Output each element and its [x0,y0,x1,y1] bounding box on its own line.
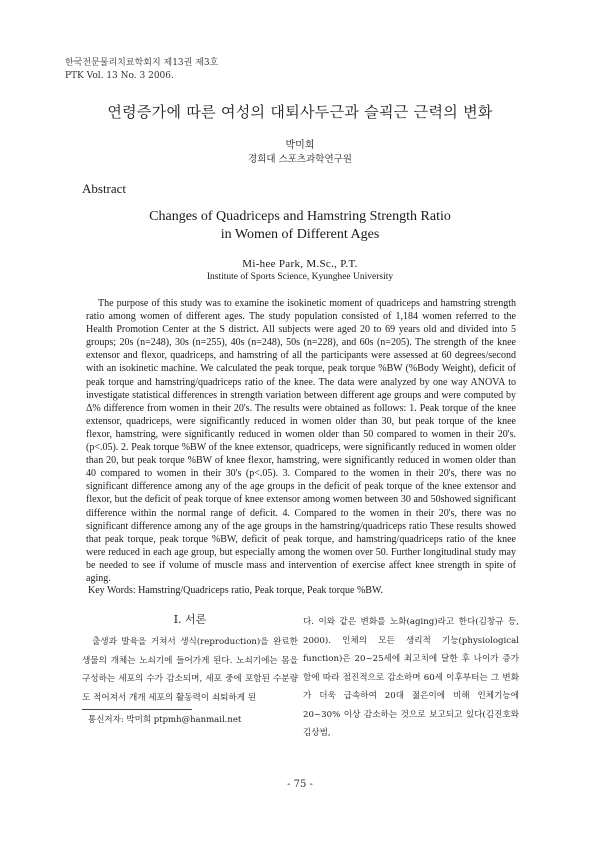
english-author: Mi-hee Park, M.Sc., P.T. [242,258,358,270]
abstract-body: The purpose of this study was to examine the isokinetic moment of quadriceps and hamstring strength ratio among women of different ages. The study population consisted of 1,184 women referred to the Health Promotion Center at the S district. All subjects were aged 20 to 69 years old and divided into 5 groups; 20s (n=248), 30s (n=255), 40s (n=248), 50s (n=228), and 60s (n=205). The strength of the knee extensor and flexor, quadriceps, and hamstring of all the participants were assessed at 60 degrees/second with an isokinetic machine. We calculated the peak torque, peak torque %BW (%Body Weight), deficit of peak torque and hamstring/quadriceps ratio of the knee. The data were analyzed by one way ANOVA to investigate statistical differences in strength variation between different age groups and were computed by Δ% difference from women in their 20's. The results were obtained as follows: 1. Peak torque of the knee extensor, quadriceps, were significantly reduced in women older than 30, but peak torque of the knee flexor, hamstring, were significantly reduced in women older than 50 compared to women in their 20's. (p<.05). 2. Peak torque %BW of the knee extensor, quadriceps, were significantly reduced in women older than 20, but peak torque %BW of knee flexor, hamstring, were significantly reduced in women older than 40 compared to women in their 30's (p<.05). 3. Compared to the women in their 20's, there was no significant difference among any of the age groups in the deficit of peak torque of the knee extensor and flexor, but the deficit of peak torque of knee extensor among women between 30 and 50showed significant difference within the normal range of deficit. 4. Compared to the women in their 20's, there was no significant difference among any of the age groups in the hamstring/quadriceps ratio These results showed that peak torque, peak torque %BW, deficit of peak torque, and hamstring/quadriceps ratio of the knee were reduced in each age group, but especially among the women over 50. Further longitudinal study may be needed to see if volume of muscle mass and intervention of exercise affect knee strength in spite of aging. [86,298,516,584]
journal-header [65,57,218,83]
abstract-heading: Abstract [82,181,127,196]
footnote-divider [82,709,192,710]
corresponding-author-footnote: 통신저자: 박미희 ptpmh@hanmail.net [88,715,242,725]
body-column-right [303,613,519,743]
english-affiliation: Institute of Sports Science, Kyunghee University [206,272,394,282]
keywords: Key Words: Hamstring/Quadriceps ratio, Peak torque, Peak torque %BW. [88,585,383,596]
korean-author: 박미희 [285,140,315,151]
section-heading-introduction: Ⅰ. 서론 [173,613,207,626]
body-column-left [82,613,298,707]
introduction-paragraph-left: 출생과 발육을 거쳐서 생식(reproduction)을 완료한 생물의 개체는 노쇠기에 들어가게 된다. 노쇠기에는 몸을 구성하는 세포의 수가 감소되며, 세포 중에 포함된 수분량도 적어져서 개개 세포의 활동력이 쇠퇴하게 된 [82,637,298,703]
english-title-line-2: in Women of Different Ages [220,227,380,242]
journal-volume-line: PTK Vol. 13 No. 3 2006. [65,71,174,81]
english-title-line-1: Changes of Quadriceps and Hamstring Strength Ratio [149,209,451,224]
english-title [0,208,600,244]
korean-affiliation: 경희대 스포츠과학연구원 [248,154,352,165]
page-number: - 75 - [287,779,313,790]
journal-name-korean: 한국전문물리치료학회지 제13권 제3호 [65,58,219,68]
introduction-paragraph-right: 다. 이와 같은 변화를 노화(aging)라고 한다(김창규 등, 2000). 인체의 모든 생리적 기능(physiological function)은 20~25세에 최고치에 달한 후 나이가 증가함에 따라 점진적으로 감소하며 60세 이후부터는 그 변화가 더욱 급속하여 20대 젊은이에 비해 인체기능에 20~30% 이상 감소하는 것으로 보고되고 있다(김진호와 김상범, [303,617,519,738]
korean-title: 연령증가에 따른 여성의 대퇴사두근과 슬괵근 근력의 변화 [107,103,493,121]
